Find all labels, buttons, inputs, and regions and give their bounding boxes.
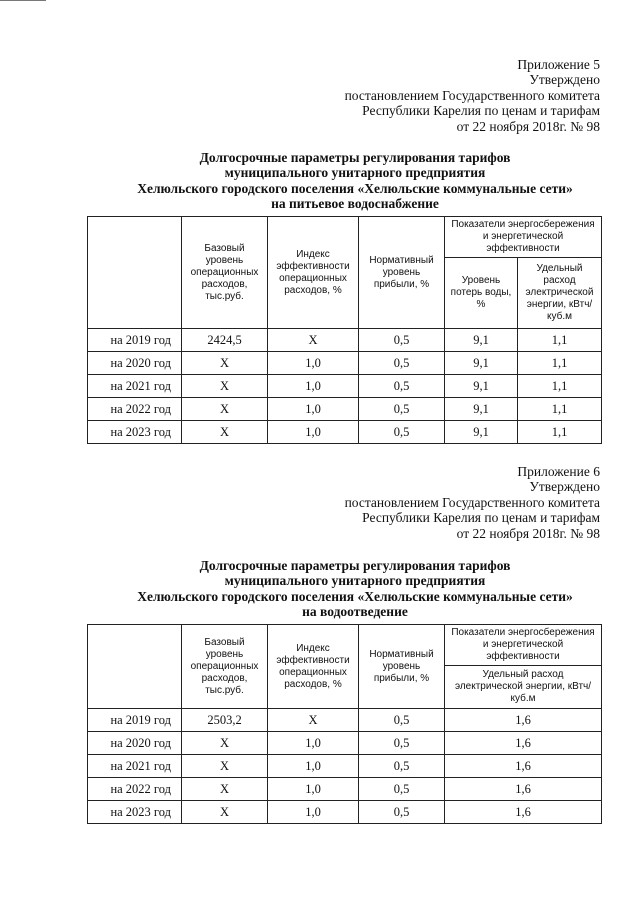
committee-line: Республики Карелия по ценам и тарифам (362, 103, 600, 119)
profit-cell: 0,5 (359, 801, 445, 824)
index-cell: 1,0 (268, 755, 359, 778)
base-cell: 2424,5 (182, 329, 268, 352)
title-line: муниципального унитарного предприятия (224, 165, 486, 181)
loss-cell: 9,1 (445, 421, 518, 444)
title-line: Хелюльского городского поселения «Хелюльские коммунальные сети» (137, 588, 573, 604)
decree-date: от 22 ноября 2018г. № 98 (456, 118, 600, 134)
table-row (88, 375, 602, 398)
header-power-use: Удельный расход электрической энергии, кВтч/куб.м (445, 666, 602, 709)
header-profit: Нормативный уровень прибыли, % (359, 217, 445, 329)
title-line: муниципального унитарного предприятия (224, 573, 486, 589)
power-cell: 1,6 (445, 755, 602, 778)
index-cell: 1,0 (268, 778, 359, 801)
base-cell: Х (182, 732, 268, 755)
header-water-loss: Уровень потерь воды, % (445, 258, 518, 329)
loss-cell: 9,1 (445, 352, 518, 375)
base-cell: Х (182, 398, 268, 421)
profit-cell: 0,5 (359, 755, 445, 778)
index-cell: Х (268, 709, 359, 732)
table-row (88, 709, 602, 732)
power-cell: 1,6 (445, 801, 602, 824)
committee-line: Республики Карелия по ценам и тарифам (362, 510, 600, 526)
power-cell: 1,6 (445, 732, 602, 755)
appendix-label: Приложение 5 (517, 57, 600, 72)
year-cell: на 2023 год (88, 421, 182, 444)
table-row (88, 398, 602, 421)
approved-label: Утверждено (529, 72, 600, 88)
table-row (88, 801, 602, 824)
loss-cell: 9,1 (445, 329, 518, 352)
appendix6-approval-block (345, 464, 600, 541)
index-cell: 1,0 (268, 801, 359, 824)
appendix5-approval-block (345, 57, 600, 134)
header-empty-cell (88, 217, 182, 329)
header-efficiency-index: Индекс эффективности операционных расходов, % (268, 625, 359, 709)
header-empty-cell (88, 625, 182, 709)
profit-cell: 0,5 (359, 398, 445, 421)
table-row (88, 329, 602, 352)
table-row (88, 755, 602, 778)
header-power-use: Удельный расход электрической энергии, кВтч/куб.м (518, 258, 602, 329)
index-cell: 1,0 (268, 421, 359, 444)
header-energy-group: Показатели энергосбережения и энергетической эффективности (445, 625, 602, 666)
decree-line: постановлением Государственного комитета (344, 87, 600, 103)
header-energy-group: Показатели энергосбережения и энергетической эффективности (445, 217, 602, 258)
appendix6-title (60, 558, 640, 620)
base-cell: Х (182, 375, 268, 398)
index-cell: 1,0 (268, 375, 359, 398)
loss-cell: 9,1 (445, 375, 518, 398)
title-line: на питьевое водоснабжение (271, 196, 439, 212)
power-cell: 1,1 (518, 375, 602, 398)
profit-cell: 0,5 (359, 352, 445, 375)
index-cell: 1,0 (268, 398, 359, 421)
index-cell: Х (268, 329, 359, 352)
profit-cell: 0,5 (359, 778, 445, 801)
power-cell: 1,6 (445, 709, 602, 732)
decree-line: постановлением Государственного комитета (344, 494, 600, 510)
base-cell: Х (182, 755, 268, 778)
profit-cell: 0,5 (359, 329, 445, 352)
appendix5-title (60, 150, 640, 212)
header-efficiency-index: Индекс эффективности операционных расходов, % (268, 217, 359, 329)
table-row (88, 732, 602, 755)
index-cell: 1,0 (268, 352, 359, 375)
year-cell: на 2019 год (88, 329, 182, 352)
year-cell: на 2021 год (88, 755, 182, 778)
decree-date: от 22 ноября 2018г. № 98 (456, 525, 600, 541)
year-cell: на 2022 год (88, 778, 182, 801)
index-cell: 1,0 (268, 732, 359, 755)
header-base-level: Базовый уровень операционных расходов, тыс.руб. (182, 625, 268, 709)
year-cell: на 2022 год (88, 398, 182, 421)
wastewater-parameters-table (87, 624, 602, 824)
base-cell: Х (182, 352, 268, 375)
power-cell: 1,1 (518, 421, 602, 444)
power-cell: 1,1 (518, 398, 602, 421)
table-row (88, 421, 602, 444)
header-base-level: Базовый уровень операционных расходов, тыс.руб. (182, 217, 268, 329)
top-edge-line (0, 0, 46, 1)
power-cell: 1,1 (518, 352, 602, 375)
year-cell: на 2019 год (88, 709, 182, 732)
table-row (88, 778, 602, 801)
base-cell: Х (182, 801, 268, 824)
year-cell: на 2020 год (88, 732, 182, 755)
profit-cell: 0,5 (359, 375, 445, 398)
title-line: Долгосрочные параметры регулирования тарифов (199, 558, 511, 573)
power-cell: 1,1 (518, 329, 602, 352)
base-cell: 2503,2 (182, 709, 268, 732)
title-line: на водоотведение (302, 604, 408, 620)
table-row (88, 352, 602, 375)
loss-cell: 9,1 (445, 398, 518, 421)
year-cell: на 2020 год (88, 352, 182, 375)
appendix-label: Приложение 6 (517, 464, 600, 479)
power-cell: 1,6 (445, 778, 602, 801)
base-cell: Х (182, 778, 268, 801)
header-profit: Нормативный уровень прибыли, % (359, 625, 445, 709)
title-line: Хелюльского городского поселения «Хелюльские коммунальные сети» (137, 180, 573, 196)
base-cell: Х (182, 421, 268, 444)
profit-cell: 0,5 (359, 421, 445, 444)
approved-label: Утверждено (529, 479, 600, 495)
title-line: Долгосрочные параметры регулирования тарифов (199, 150, 511, 165)
year-cell: на 2021 год (88, 375, 182, 398)
year-cell: на 2023 год (88, 801, 182, 824)
water-supply-parameters-table (87, 216, 602, 444)
profit-cell: 0,5 (359, 709, 445, 732)
profit-cell: 0,5 (359, 732, 445, 755)
